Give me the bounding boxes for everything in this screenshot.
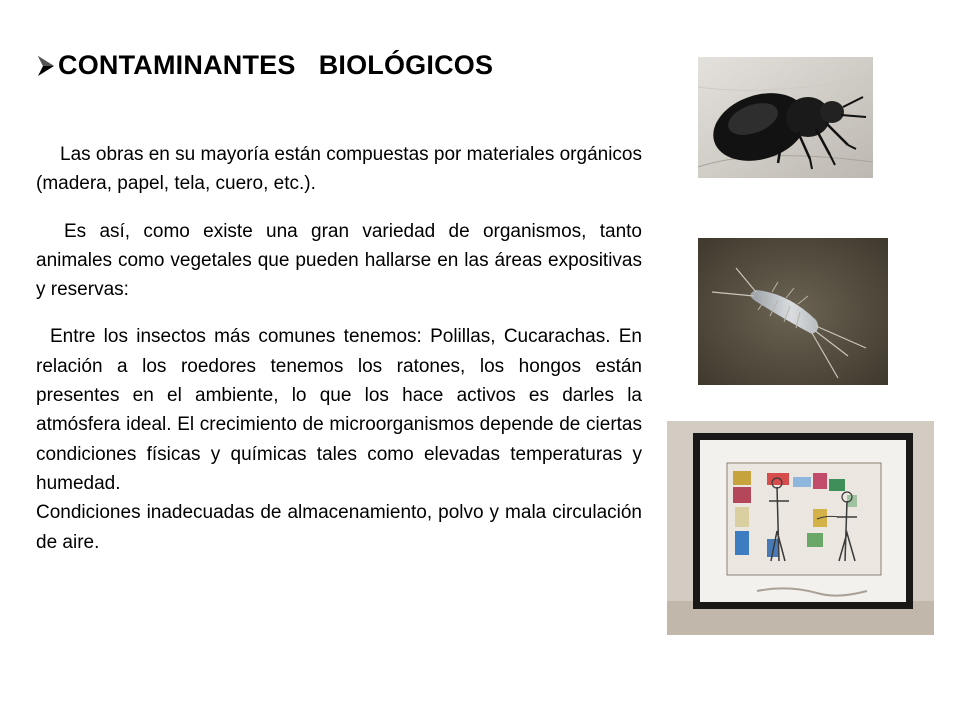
paragraph-common-pests: Entre los insectos más comunes tenemos: Polillas, Cucarachas. En relación a los roedores tenemos los ratones, los hongos están presentes en el ambiente, lo que los hace activos es darles la atmósfera ideal. El crecimiento de microorganismos depende de ciertas condiciones físicas y químicas tales como elevadas temperaturas y humedad. xyxy=(36,326,642,494)
slide-title-text: CONTAMINANTES BIOLÓGICOS xyxy=(58,50,494,80)
paragraph-organic-materials: Las obras en su mayoría están compuestas por materiales orgánicos (madera, papel, tela, cuero, etc.). xyxy=(36,144,642,195)
beetle-photo xyxy=(698,57,873,178)
slide-body xyxy=(36,140,642,557)
arrowhead-bullet-icon xyxy=(36,53,56,79)
silverfish-photo xyxy=(698,238,888,385)
paragraph-organisms: Es así, como existe una gran variedad de organismos, tanto animales como vegetales que pueden hallarse en las áreas expositivas y reservas: xyxy=(36,220,642,301)
slide-title xyxy=(36,50,493,81)
paragraph-storage-conditions: Condiciones inadecuadas de almacenamiento, polvo y mala circulación de aire. xyxy=(36,502,642,553)
framed-artwork-photo xyxy=(667,421,934,635)
